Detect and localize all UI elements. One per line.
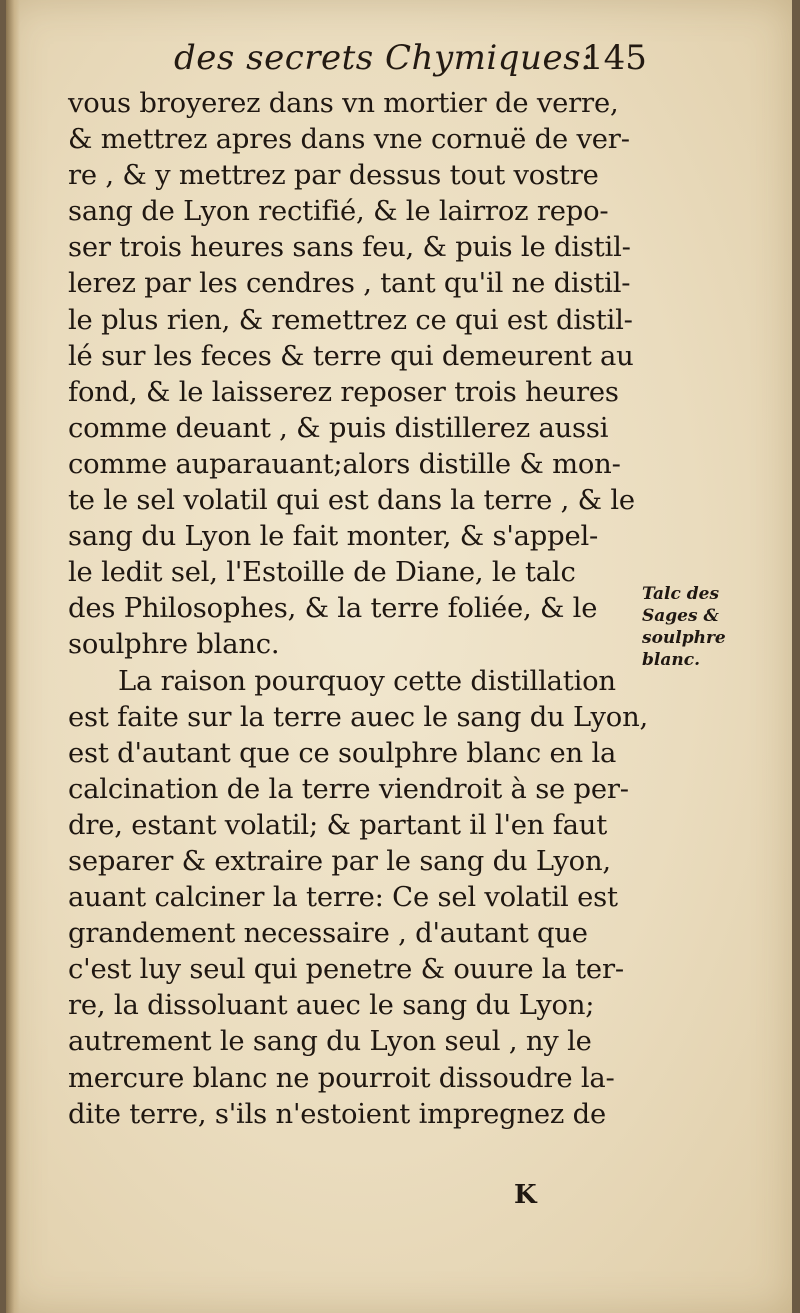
text-line: re , & y mettrez par dessus tout vostre <box>68 160 599 192</box>
page-gutter <box>6 0 20 1313</box>
text-line: lé sur les feces & terre qui demeurent au <box>68 340 634 372</box>
text-line: est faite sur la terre auec le sang du Lyon, <box>68 701 649 733</box>
text-line: sang de Lyon rectifié, & le lairroz repo- <box>68 196 609 228</box>
text-line: fond, & le laisserez reposer trois heures <box>68 376 619 408</box>
book-page <box>6 0 792 1313</box>
text-line: soulphre blanc. <box>68 629 280 661</box>
text-line: comme deuant , & puis distillerez aussi <box>68 412 609 444</box>
text-line: auant calciner la terre: Ce sel volatil est <box>68 882 618 914</box>
text-line: est d'autant que ce soulphre blanc en la <box>68 737 617 769</box>
text-line: separer & extraire par le sang du Lyon, <box>68 845 611 877</box>
running-header <box>174 38 674 88</box>
text-line: re, la dissoluant auec le sang du Lyon; <box>68 990 595 1022</box>
running-title: des secrets Chymiques: <box>174 38 593 78</box>
body-text <box>68 86 648 1133</box>
text-line: sang du Lyon le fait monter, & s'appel- <box>68 521 599 553</box>
text-line: lerez par les cendres , tant qu'il ne distil- <box>68 268 631 300</box>
marginal-note <box>642 583 762 671</box>
text-line: te le sel volatil qui est dans la terre , & le <box>68 485 635 517</box>
marginal-line: soulphre <box>642 628 726 648</box>
text-line: dite terre, s'ils n'estoient impregnez de <box>68 1098 607 1130</box>
text-line: & mettrez apres dans vne cornuë de ver- <box>68 124 630 156</box>
text-line: grandement necessaire , d'autant que <box>68 918 588 950</box>
text-line: autrement le sang du Lyon seul , ny le <box>68 1026 592 1058</box>
marginal-line: Talc des <box>642 584 720 604</box>
text-line: c'est luy seul qui penetre & ouure la ter- <box>68 954 624 986</box>
text-line: dre, estant volatil; & partant il l'en faut <box>68 809 608 841</box>
text-line: comme auparauant;alors distille & mon- <box>68 448 621 480</box>
text-line: mercure blanc ne pourroit dissoudre la- <box>68 1062 615 1094</box>
marginal-line: Sages & <box>642 606 719 626</box>
page-number: 145 <box>582 38 647 78</box>
marginal-line: blanc. <box>642 650 700 670</box>
text-line: le plus rien, & remettrez ce qui est distil- <box>68 304 633 336</box>
paragraph-start-line: La raison pourquoy cette distillation <box>118 665 616 697</box>
text-line: calcination de la terre viendroit à se per- <box>68 773 629 805</box>
text-line: le ledit sel, l'Estoille de Diane, le talc <box>68 557 576 589</box>
text-line: ser trois heures sans feu, & puis le distil- <box>68 232 631 264</box>
text-line: des Philosophes, & la terre foliée, & le <box>68 593 598 625</box>
signature-mark: K <box>514 1180 537 1210</box>
text-line: vous broyerez dans vn mortier de verre, <box>68 88 619 119</box>
